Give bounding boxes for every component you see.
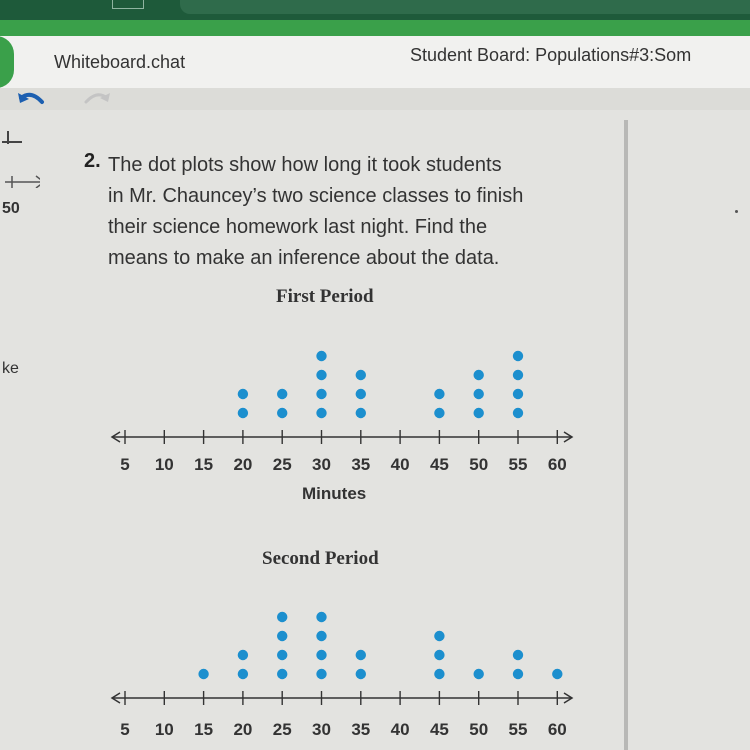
tick-label: 50: [469, 455, 489, 474]
tick-label: 10: [154, 720, 174, 739]
data-point: [552, 669, 562, 679]
question-line: their science homework last night. Find the: [108, 216, 488, 238]
second-period-title: Second Period: [262, 548, 379, 569]
tick-label: 25: [272, 720, 292, 739]
tick-label: 10: [154, 455, 174, 474]
data-point: [434, 669, 444, 679]
question-line: in Mr. Chauncey’s two science classes to finish: [108, 185, 524, 207]
data-point: [513, 370, 523, 380]
data-point: [513, 389, 523, 399]
data-point: [356, 650, 366, 660]
tick-label: 55: [508, 720, 528, 739]
data-point: [316, 650, 326, 660]
tick-label: 45: [429, 720, 449, 739]
tick-label: 30: [312, 455, 331, 474]
tick-label: 30: [312, 720, 331, 739]
tick-label: 25: [272, 455, 292, 474]
data-point: [316, 389, 326, 399]
data-point: [316, 408, 326, 418]
tick-label: 40: [390, 720, 410, 739]
data-point: [238, 408, 248, 418]
tick-label: 60: [547, 720, 567, 739]
question-line: The dot plots show how long it took students: [108, 154, 502, 176]
data-point: [198, 669, 208, 679]
data-point: [356, 408, 366, 418]
first-period-title: First Period: [276, 286, 374, 307]
tick-label: 45: [429, 455, 449, 474]
tick-label: 35: [351, 455, 371, 474]
data-point: [316, 351, 326, 361]
board-title: Student Board: Populations#3:Som: [410, 45, 692, 65]
tick-label: 20: [233, 455, 253, 474]
data-point: [238, 389, 248, 399]
question-line: means to make an inference about the data.: [108, 247, 500, 269]
data-point: [316, 669, 326, 679]
data-point: [434, 631, 444, 641]
data-point: [277, 389, 287, 399]
data-point: [474, 370, 484, 380]
data-point: [474, 408, 484, 418]
data-point: [513, 669, 523, 679]
data-point: [356, 370, 366, 380]
data-point: [356, 389, 366, 399]
data-point: [238, 650, 248, 660]
app-title: Whiteboard.chat: [54, 52, 186, 72]
data-point: [277, 408, 287, 418]
data-point: [513, 650, 523, 660]
left-fragment-ke: ke: [2, 360, 19, 377]
data-point: [277, 612, 287, 622]
tick-label: 20: [233, 720, 253, 739]
tick-label: 55: [508, 455, 528, 474]
data-point: [316, 631, 326, 641]
tick-label: 5: [120, 455, 130, 474]
tick-label: 15: [194, 455, 214, 474]
tick-label: 50: [469, 720, 489, 739]
left-fragment-50: 50: [2, 200, 20, 217]
data-point: [474, 669, 484, 679]
data-point: [277, 650, 287, 660]
data-point: [434, 650, 444, 660]
data-point: [277, 631, 287, 641]
data-point: [513, 351, 523, 361]
data-point: [316, 370, 326, 380]
tick-label: 35: [351, 720, 371, 739]
data-point: [238, 669, 248, 679]
data-point: [434, 389, 444, 399]
data-point: [474, 389, 484, 399]
data-point: [513, 408, 523, 418]
data-point: [434, 408, 444, 418]
data-point: [356, 669, 366, 679]
tick-label: 60: [547, 455, 567, 474]
tick-label: 15: [194, 720, 214, 739]
data-point: [277, 669, 287, 679]
question-number: 2.: [84, 150, 101, 172]
tick-label: 5: [120, 720, 130, 739]
first-period-xlabel: Minutes: [302, 484, 367, 503]
tick-label: 40: [390, 455, 410, 474]
data-point: [316, 612, 326, 622]
